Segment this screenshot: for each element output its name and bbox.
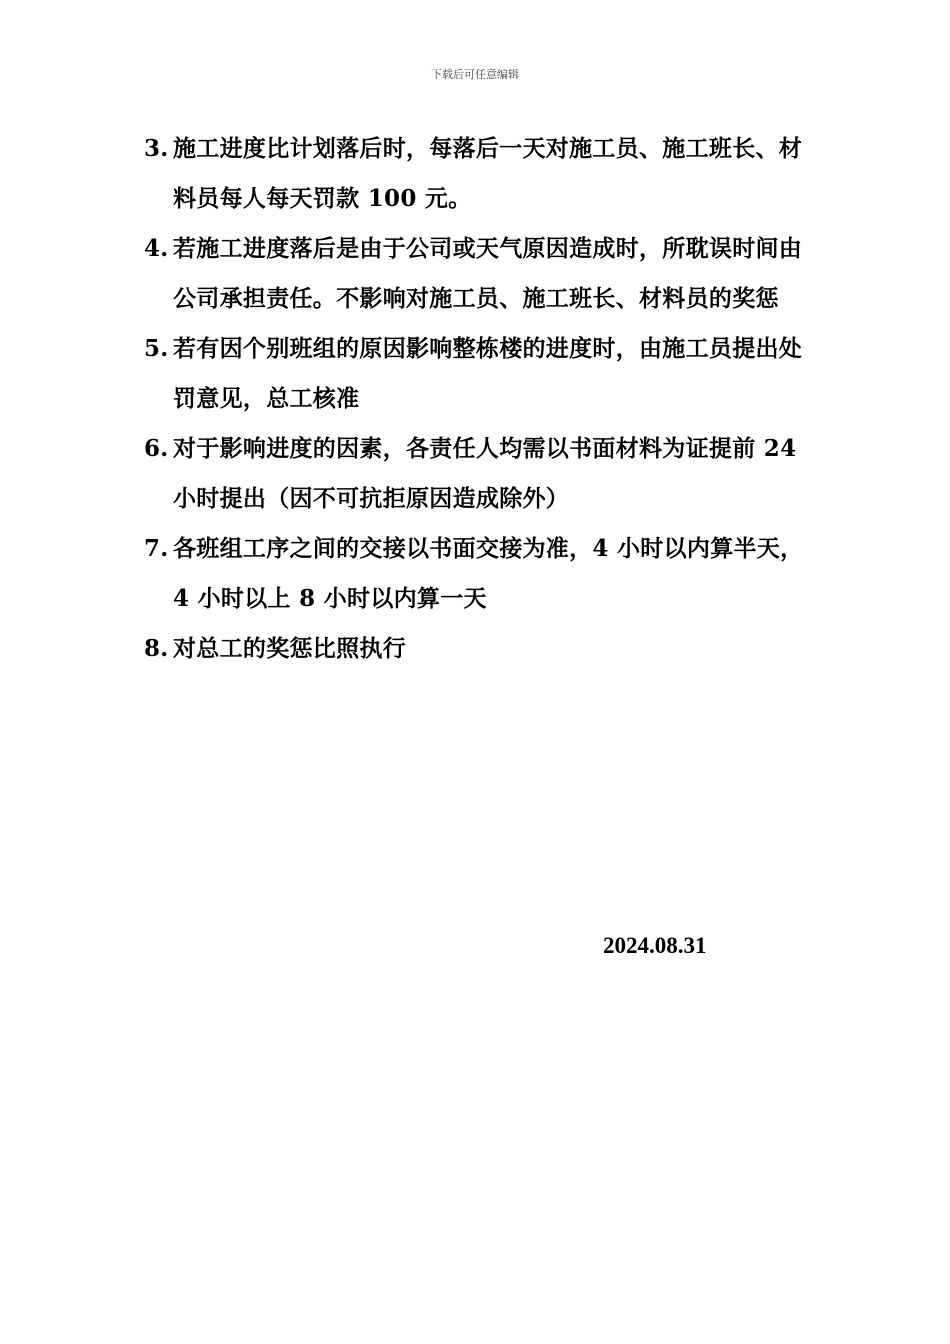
list-item-number: 8.: [144, 635, 169, 662]
list-item-number: 4.: [144, 235, 169, 262]
list-item-text: 对于影响进度的因素，各责任人均需以书面材料为证提前 24 小时提出（因不可抗拒原因造成除外）: [173, 435, 797, 512]
list-item-number: 7.: [144, 535, 169, 562]
list-item-number: 6.: [144, 435, 169, 462]
list-item: [144, 324, 809, 424]
list-item: [144, 424, 809, 524]
list-item-text: 若施工进度落后是由于公司或天气原因造成时，所耽误时间由公司承担责任。不影响对施工员、施工班长、材料员的奖惩: [173, 235, 803, 312]
list-item: [144, 224, 809, 324]
list-item-text: 对总工的奖惩比照执行: [173, 635, 406, 662]
list-item-number: 3.: [144, 135, 169, 162]
document-date: 2024.08.31: [603, 933, 707, 958]
list-item-number: 5.: [144, 335, 169, 362]
list-item: [144, 124, 809, 224]
list-item-text: 若有因个别班组的原因影响整栋楼的进度时，由施工员提出处罚意见，总工核准: [173, 335, 803, 412]
list-item-text: 各班组工序之间的交接以书面交接为准，4 小时以内算半天，4 小时以上 8 小时以内算一天: [173, 535, 804, 612]
list-item: [144, 624, 809, 674]
list-item: [144, 524, 809, 624]
rules-list: [144, 124, 809, 674]
header-note: 下载后可任意编辑: [431, 68, 519, 81]
list-item-text: 施工进度比计划落后时，每落后一天对施工员、施工班长、材料员每人每天罚款 100 元。: [173, 135, 803, 212]
